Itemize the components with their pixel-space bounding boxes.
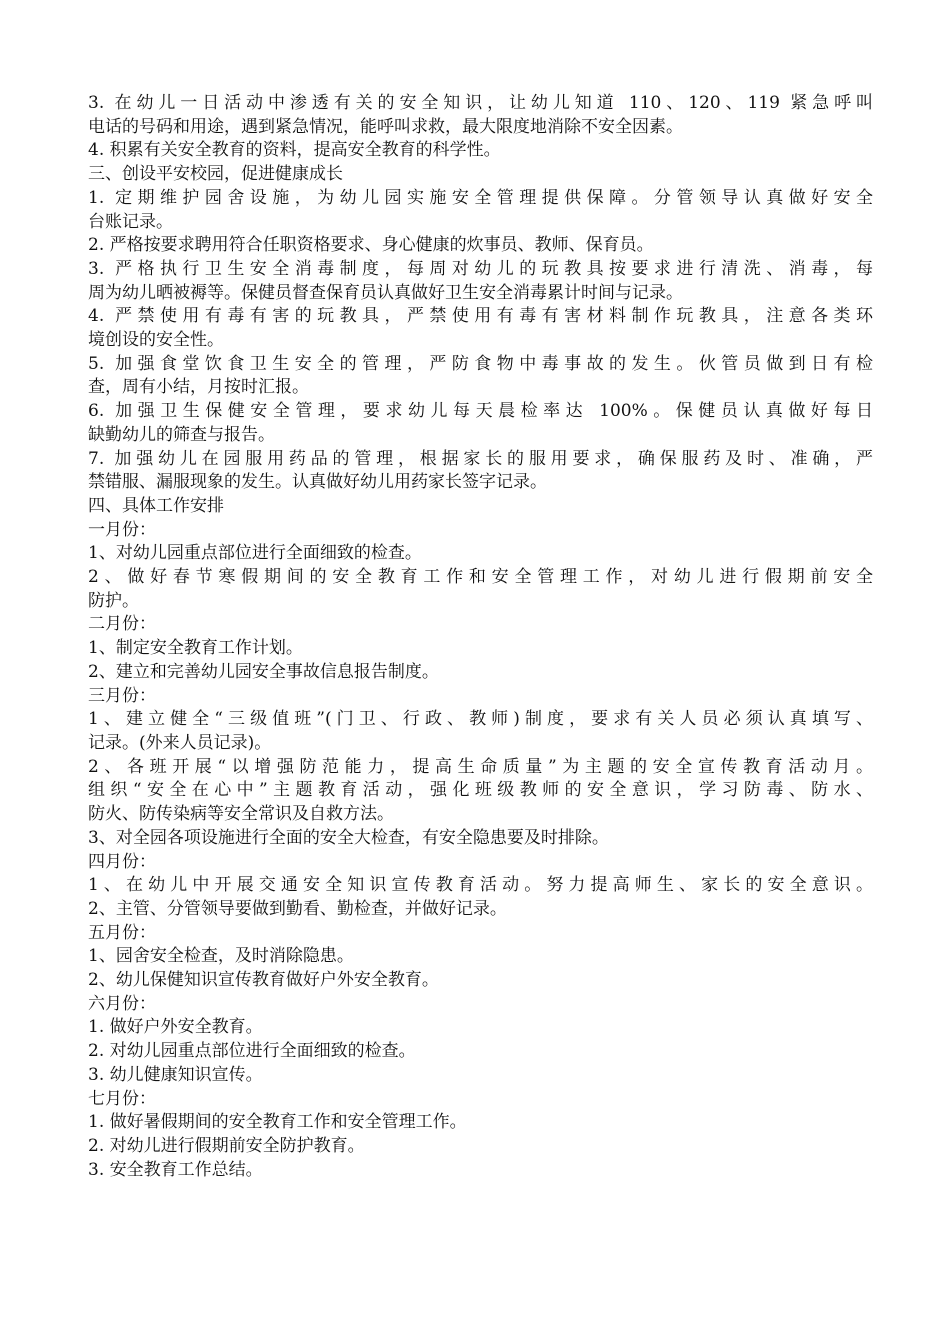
text-line: 记录。(外来人员记录)。 — [88, 732, 272, 753]
text-line: 1、制定安全教育工作计划。 — [88, 638, 303, 659]
text-line: 台账记录。 — [88, 211, 173, 232]
text-line: 3. 严格执行卫生安全消毒制度，每周对幼儿的玩教具按要求进行清洗、消毒，每 — [88, 258, 873, 279]
text-line: 四月份： — [88, 851, 156, 872]
text-line: 四、具体工作安排 — [88, 495, 224, 516]
text-line: 1. 做好户外安全教育。 — [88, 1017, 263, 1038]
text-line: 缺勤幼儿的筛查与报告。 — [88, 424, 275, 445]
text-line: 2. 对幼儿进行假期前安全防护教育。 — [88, 1135, 365, 1156]
text-line: 三月份： — [88, 685, 156, 706]
text-line: 查，周有小结，月按时汇报。 — [88, 377, 309, 398]
text-line: 二月份： — [88, 614, 156, 635]
text-line: 1. 定期维护园舍设施，为幼儿园实施安全管理提供保障。分管领导认真做好安全 — [88, 187, 873, 208]
text-line: 防火、防传染病等安全常识及自救方法。 — [88, 804, 394, 825]
text-line: 3. 安全教育工作总结。 — [88, 1159, 263, 1180]
text-line: 3. 幼儿健康知识宣传。 — [88, 1064, 263, 1085]
text-line: 禁错服、漏服现象的发生。认真做好幼儿用药家长签字记录。 — [88, 472, 547, 493]
text-line: 2、建立和完善幼儿园安全事故信息报告制度。 — [88, 661, 439, 682]
text-line: 电话的号码和用途，遇到紧急情况，能呼叫求救，最大限度地消除不安全因素。 — [88, 116, 683, 137]
text-line: 3、对全园各项设施进行全面的安全大检查，有安全隐患要及时排除。 — [88, 827, 609, 848]
text-line: 2、做好春节寒假期间的安全教育工作和安全管理工作，对幼儿进行假期前安全 — [88, 567, 873, 588]
text-line: 六月份： — [88, 993, 156, 1014]
text-line: 五月份： — [88, 922, 156, 943]
text-line: 5. 加强食堂饮食卫生安全的管理，严防食物中毒事故的发生。伙管员做到日有检 — [88, 353, 873, 374]
document-page — [88, 92, 873, 1182]
text-line: 6. 加强卫生保健安全管理，要求幼儿每天晨检率达 100%。保健员认真做好每日 — [88, 401, 873, 422]
text-line: 境创设的安全性。 — [88, 330, 224, 351]
text-line: 七月份： — [88, 1088, 156, 1109]
text-line: 7. 加强幼儿在园服用药品的管理，根据家长的服用要求，确保服药及时、准确，严 — [88, 448, 873, 469]
text-line: 组织“安全在心中”主题教育活动，强化班级教师的安全意识，学习防毒、防水、 — [88, 780, 873, 801]
text-line: 2、各班开展“以增强防范能力，提高生命质量”为主题的安全宣传教育活动月。 — [88, 756, 873, 777]
text-line: 防护。 — [88, 590, 139, 611]
text-line: 1、园舍安全检查，及时消除隐患。 — [88, 946, 354, 967]
text-line: 3. 在幼儿一日活动中渗透有关的安全知识，让幼儿知道 110、120、119 紧急呼叫 — [88, 93, 873, 113]
text-line: 2. 严格按要求聘用符合任职资格要求、身心健康的炊事员、教师、保育员。 — [88, 235, 654, 256]
text-line: 1. 做好暑假期间的安全教育工作和安全管理工作。 — [88, 1112, 467, 1133]
text-line: 4. 严禁使用有毒有害的玩教具，严禁使用有毒有害材料制作玩教具，注意各类环 — [88, 306, 873, 327]
text-line: 1、对幼儿园重点部位进行全面细致的检查。 — [88, 543, 422, 564]
text-line: 周为幼儿晒被褥等。保健员督查保育员认真做好卫生安全消毒累计时间与记录。 — [88, 282, 683, 303]
text-line: 2、主管、分管领导要做到勤看、勤检查，并做好记录。 — [88, 898, 507, 919]
text-line: 1、建立健全“三级值班”(门卫、行政、教师)制度，要求有关人员必须认真填写、 — [88, 709, 873, 730]
text-line: 1、在幼儿中开展交通安全知识宣传教育活动。努力提高师生、家长的安全意识。 — [88, 875, 873, 896]
text-line: 4. 积累有关安全教育的资料，提高安全教育的科学性。 — [88, 140, 501, 161]
text-line: 2、幼儿保健知识宣传教育做好户外安全教育。 — [88, 970, 439, 991]
text-line: 2. 对幼儿园重点部位进行全面细致的检查。 — [88, 1041, 416, 1062]
text-line: 一月份： — [88, 519, 156, 540]
text-line: 三、创设平安校园，促进健康成长 — [88, 164, 343, 185]
